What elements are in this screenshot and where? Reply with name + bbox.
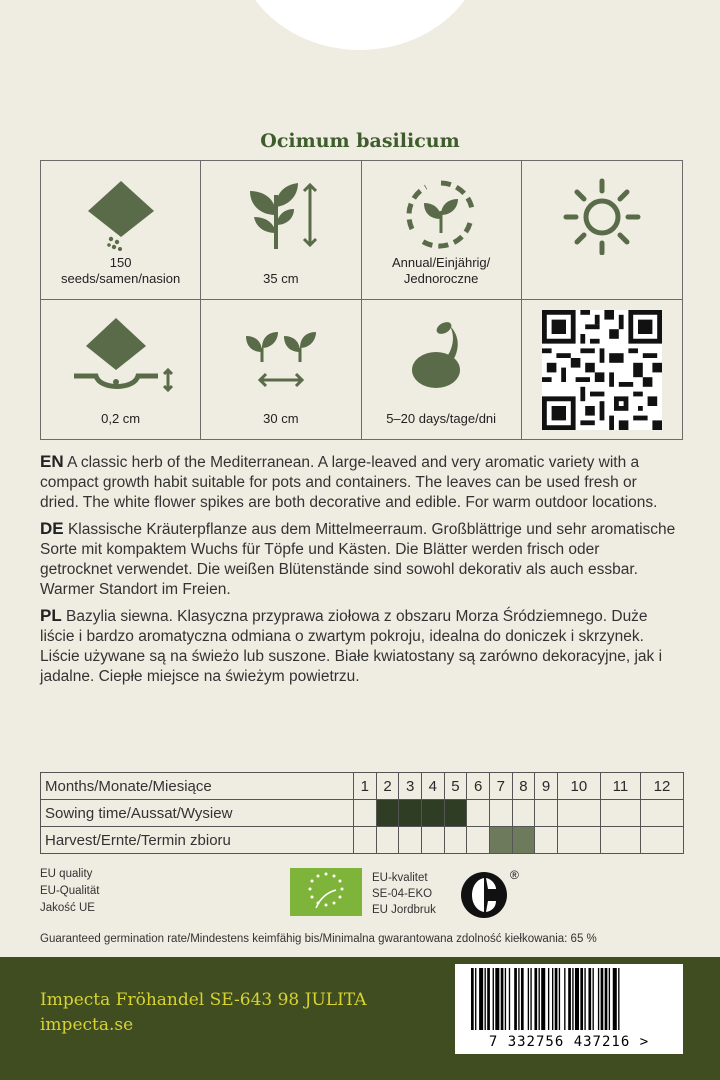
harvest-month-2 [376,827,399,854]
barcode-bar [548,968,549,1030]
sowing-month-9 [535,800,558,827]
cell-seeds [41,161,201,300]
barcode-bar [521,968,524,1030]
cell-annual [362,161,522,300]
barcode [455,964,683,1054]
depth-label: 0,2 cm [101,411,141,426]
month-10: 10 [557,773,600,800]
sowing-month-11 [600,800,640,827]
barcode-bar [479,968,483,1030]
barcode-bar [568,968,571,1030]
month-2: 2 [376,773,399,800]
sowing-month-10 [557,800,600,827]
eu-quality-line: EU quality [40,868,93,880]
green-dot-recycling-icon [458,865,522,925]
barcode-bar [471,968,474,1030]
registered-mark: ® [510,868,519,882]
barcode-bar [584,968,585,1030]
sowing-month-3 [399,800,422,827]
month-12: 12 [641,773,684,800]
eu-kvalitet-line: EU-kvalitet [372,872,428,884]
eu-kvalitet-line: SE-04-EKO [372,888,433,900]
barcode-bar [501,968,504,1030]
harvest-label: Harvest/Ernte/Termin zbioru [41,827,354,854]
qr-code-icon[interactable] [542,310,662,430]
sowing-month-7 [489,800,512,827]
harvest-month-6 [467,827,490,854]
lang-code-pl: PL [40,606,62,625]
barcode-bar [509,968,510,1030]
seeds-label: 150 seeds/samen/nasion [61,255,181,286]
hang-hole [235,0,485,50]
month-4: 4 [421,773,444,800]
cell-spacing [201,300,361,439]
harvest-month-11 [600,827,640,854]
cell-germination [362,300,522,439]
barcode-bar [601,968,604,1030]
barcode-bar [528,968,529,1030]
barcode-bar [534,968,537,1030]
sun-icon [557,175,647,255]
harvest-month-10 [557,827,600,854]
company-info [40,988,366,1038]
month-8: 8 [512,773,535,800]
month-9: 9 [535,773,558,800]
spacing-label: 30 cm [263,411,299,426]
cell-depth [41,300,201,439]
month-1: 1 [354,773,377,800]
barcode-bar [564,968,565,1030]
sowing-calendar [40,772,684,854]
barcode-bar [613,968,617,1030]
eu-quality-line: EU-Qualität [40,885,100,897]
barcode-bar [588,968,591,1030]
barcode-bar [541,968,545,1030]
barcode-bars [455,968,683,1036]
eu-kvalitet-text [372,870,436,918]
barcode-bar [514,968,517,1030]
eu-quality-text [40,866,99,917]
sowing-month-1 [354,800,377,827]
barcode-bar [505,968,506,1030]
eu-quality-line: Jakość UE [40,902,95,914]
plant-spacing-icon [236,314,326,394]
sowing-row [41,800,684,827]
icon-grid [40,160,683,440]
barcode-bar [539,968,540,1030]
barcode-bar [572,968,573,1030]
month-6: 6 [467,773,490,800]
description-en [40,452,676,513]
description-pl-text: Bazylia siewna. Klasyczna przyprawa ziołowa z obszaru Morza Śródziemnego. Duże liście i bardzo aromatyczna odmiana o zwartym pokroju, idealna do doniczek i skrzynek. Liście używane są na świeżo lub suszone. Białe kwiatostany są zarówno dekoracyjne, jak i jadalne. Ciepłe miejsce na świeżym powietrzu. [40,608,663,685]
cell-sun [522,161,682,300]
sowing-depth-icon [66,314,176,394]
harvest-month-3 [399,827,422,854]
barcode-bar [518,968,519,1030]
sowing-month-12 [641,800,684,827]
annual-cycle-icon [396,175,486,255]
barcode-bar [593,968,594,1030]
barcode-bar [493,968,494,1030]
page-title: Ocimum basilicum [260,130,460,152]
barcode-bar [580,968,583,1030]
annual-label: Annual/Einjährig/ Jednoroczne [391,255,491,286]
barcode-bar [598,968,599,1030]
sowing-month-6 [467,800,490,827]
sowing-month-8 [512,800,535,827]
harvest-month-1 [354,827,377,854]
harvest-month-5 [444,827,467,854]
month-3: 3 [399,773,422,800]
barcode-bar [530,968,531,1030]
description-de [40,519,676,600]
barcode-bar [618,968,619,1030]
barcode-bar [485,968,486,1030]
descriptions [40,452,676,693]
germination-label: 5–20 days/tage/dni [386,411,497,426]
eu-kvalitet-line: EU Jordbruk [372,904,436,916]
description-de-text: Klassische Kräuterpflanze aus dem Mittelmeerraum. Großblättrige und sehr aromatische Sorte mit kompaktem Wuchs für Töpfe und Kästen. Die Blätter werden frisch oder getrocknet verwendet. Die weißen Blütenstände sind sowohl dekorativ als auch essbar. Warmer Standort im Freien. [40,521,676,598]
description-en-text: A classic herb of the Mediterranean. A large-leaved and very aromatic variety with a compact growth habit suitable for pots and containers. The leaves can be used fresh or dried. The white flower spikes are both decorative and edible. For warm outdoor locations. [40,454,658,511]
months-label: Months/Monate/Miesiące [41,773,354,800]
barcode-bar [475,968,476,1030]
germination-rate-text: Guaranteed germination rate/Mindestens keimfähig bis/Minimalna gwarantowana zdolność kiełkowania: 65 % [40,933,597,945]
barcode-bar [555,968,558,1030]
description-pl [40,606,676,687]
height-label: 35 cm [263,271,299,286]
company-address: Impecta Fröhandel SE-643 98 JULITA [40,990,367,1010]
company-website[interactable]: impecta.se [40,1015,134,1035]
cell-qr [522,300,682,439]
harvest-row [41,827,684,854]
calendar-header-row [41,773,684,800]
month-11: 11 [600,773,640,800]
harvest-month-7 [489,827,512,854]
harvest-month-4 [421,827,444,854]
sowing-label: Sowing time/Aussat/Wysiew [41,800,354,827]
harvest-month-9 [535,827,558,854]
cell-height [201,161,361,300]
barcode-bar [575,968,579,1030]
month-7: 7 [489,773,512,800]
barcode-bar [605,968,608,1030]
harvest-month-8 [512,827,535,854]
lang-code-de: DE [40,519,64,538]
sowing-month-4 [421,800,444,827]
seed-packet-icon [76,175,166,255]
barcode-bar [495,968,499,1030]
eu-organic-leaf-logo [290,868,362,916]
month-5: 5 [444,773,467,800]
plant-height-icon [236,175,326,255]
germination-seedling-icon [396,314,486,394]
harvest-month-12 [641,827,684,854]
sowing-month-2 [376,800,399,827]
lang-code-en: EN [40,452,64,471]
barcode-bar [559,968,560,1030]
barcode-bar [552,968,553,1030]
barcode-number: 7 332756 437216 > [488,1034,650,1050]
barcode-bar [487,968,490,1030]
sowing-month-5 [444,800,467,827]
barcode-bar [609,968,610,1030]
